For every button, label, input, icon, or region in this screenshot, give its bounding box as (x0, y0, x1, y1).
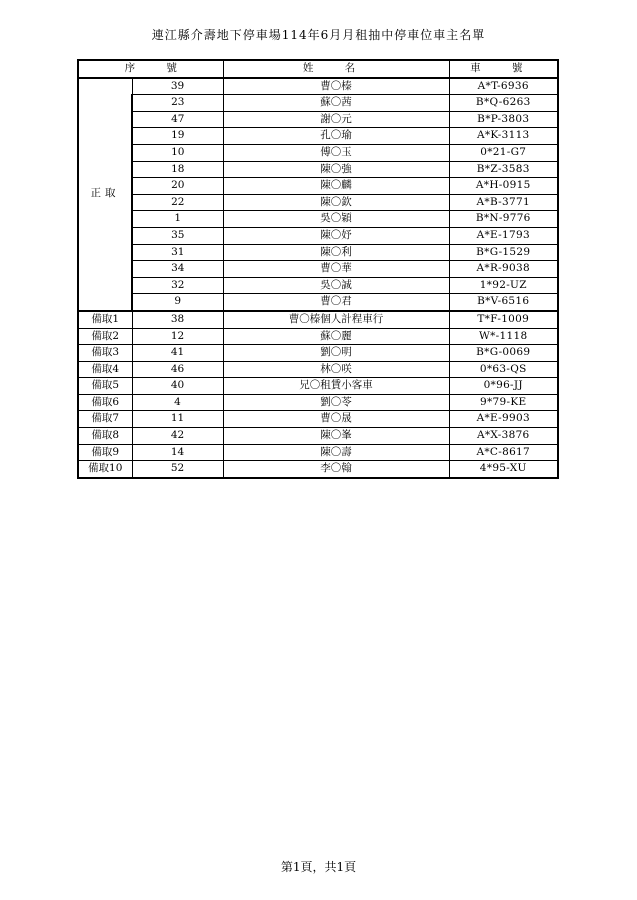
name-cell: 孔〇瑜 (223, 128, 449, 145)
seq-cell: 19 (132, 128, 223, 145)
reserve-label-cell: 備取4 (78, 361, 132, 378)
seq-cell: 52 (132, 461, 223, 478)
name-cell: 蘇〇茜 (223, 95, 449, 112)
table-header-row (78, 60, 558, 78)
reserve-label-cell: 備取5 (78, 378, 132, 395)
table-row (78, 194, 558, 211)
table-row (78, 211, 558, 228)
name-cell: 蘇〇麗 (223, 328, 449, 345)
plate-cell: 0*63-QS (449, 361, 558, 378)
seq-cell: 34 (132, 261, 223, 278)
table-row (78, 428, 558, 445)
name-cell: 吳〇穎 (223, 211, 449, 228)
document-title: 連江縣介壽地下停車場114年6月月租抽中停車位車主名單 (151, 28, 486, 42)
plate-cell: W*-1118 (449, 328, 558, 345)
plate-cell: A*H-0915 (449, 178, 558, 195)
seq-cell: 41 (132, 345, 223, 362)
name-cell: 李〇翰 (223, 461, 449, 478)
plate-cell: 0*21-G7 (449, 144, 558, 161)
header-seq: 序 號 (78, 60, 223, 78)
table-row (78, 461, 558, 478)
name-cell: 傅〇玉 (223, 144, 449, 161)
plate-cell: A*E-1793 (449, 227, 558, 244)
reserve-label-cell: 備取2 (78, 328, 132, 345)
plate-cell: A*C-8617 (449, 444, 558, 461)
plate-cell: 4*95-XU (449, 461, 558, 478)
table-row (78, 261, 558, 278)
name-cell: 陳〇欽 (223, 194, 449, 211)
table-row (78, 378, 558, 395)
plate-cell: A*E-9903 (449, 411, 558, 428)
seq-cell: 40 (132, 378, 223, 395)
plate-cell: B*G-1529 (449, 244, 558, 261)
table-row (78, 277, 558, 294)
name-cell: 陳〇妤 (223, 227, 449, 244)
table-row (78, 227, 558, 244)
reserve-label-cell: 備取10 (78, 461, 132, 478)
table-row (78, 128, 558, 145)
table-row (78, 394, 558, 411)
seq-cell: 4 (132, 394, 223, 411)
seq-cell: 9 (132, 294, 223, 311)
seq-cell: 42 (132, 428, 223, 445)
reserve-label-cell: 備取9 (78, 444, 132, 461)
seq-cell: 47 (132, 111, 223, 128)
table-row (78, 95, 558, 112)
seq-cell: 22 (132, 194, 223, 211)
name-cell: 陳〇強 (223, 161, 449, 178)
name-cell: 陳〇壽 (223, 444, 449, 461)
reserve-label-cell: 備取1 (78, 311, 132, 328)
page-footer: 第1頁，共1頁 (280, 860, 357, 874)
table-row (78, 161, 558, 178)
table-row (78, 444, 558, 461)
plate-cell: B*V-6516 (449, 294, 558, 311)
plate-cell: 9*79-KE (449, 394, 558, 411)
reserve-label-cell: 備取8 (78, 428, 132, 445)
reserve-label-cell: 備取7 (78, 411, 132, 428)
header-plate: 車 號 (449, 60, 558, 78)
table-row (78, 294, 558, 311)
plate-cell: A*K-3113 (449, 128, 558, 145)
plate-cell: B*Q-6263 (449, 95, 558, 112)
seq-cell: 46 (132, 361, 223, 378)
plate-cell: B*N-9776 (449, 211, 558, 228)
seq-cell: 11 (132, 411, 223, 428)
table-body (78, 78, 558, 478)
table-row (78, 411, 558, 428)
table-row (78, 244, 558, 261)
seq-cell: 23 (132, 95, 223, 112)
table-row (78, 311, 558, 328)
table-row (78, 111, 558, 128)
reserve-label-cell: 備取6 (78, 394, 132, 411)
plate-cell: A*X-3876 (449, 428, 558, 445)
name-cell: 曹〇晟 (223, 411, 449, 428)
name-cell: 兄〇租賃小客車 (223, 378, 449, 395)
admitted-group-label: 正取 (78, 78, 132, 311)
name-cell: 陳〇峯 (223, 428, 449, 445)
name-cell: 陳〇麟 (223, 178, 449, 195)
plate-cell: 0*96-JJ (449, 378, 558, 395)
name-cell: 劉〇明 (223, 345, 449, 362)
parking-winners-table (77, 59, 559, 479)
name-cell: 曹〇榛個人計程車行 (223, 311, 449, 328)
name-cell: 吳〇誠 (223, 277, 449, 294)
plate-cell: B*P-3803 (449, 111, 558, 128)
plate-cell: A*T-6936 (449, 78, 558, 95)
name-cell: 林〇咲 (223, 361, 449, 378)
table-row (78, 144, 558, 161)
seq-cell: 31 (132, 244, 223, 261)
seq-cell: 12 (132, 328, 223, 345)
plate-cell: B*Z-3583 (449, 161, 558, 178)
seq-cell: 1 (132, 211, 223, 228)
seq-cell: 39 (132, 78, 223, 95)
header-name: 姓 名 (223, 60, 449, 78)
table-row (78, 78, 558, 95)
table-row (78, 178, 558, 195)
table-row (78, 345, 558, 362)
seq-cell: 20 (132, 178, 223, 195)
table-row (78, 361, 558, 378)
plate-cell: B*G-0069 (449, 345, 558, 362)
seq-cell: 32 (132, 277, 223, 294)
plate-cell: A*R-9038 (449, 261, 558, 278)
seq-cell: 38 (132, 311, 223, 328)
name-cell: 曹〇華 (223, 261, 449, 278)
name-cell: 謝〇元 (223, 111, 449, 128)
seq-cell: 14 (132, 444, 223, 461)
reserve-label-cell: 備取3 (78, 345, 132, 362)
plate-cell: T*F-1009 (449, 311, 558, 328)
name-cell: 劉〇苓 (223, 394, 449, 411)
seq-cell: 35 (132, 227, 223, 244)
seq-cell: 18 (132, 161, 223, 178)
plate-cell: 1*92-UZ (449, 277, 558, 294)
seq-cell: 10 (132, 144, 223, 161)
table-row (78, 328, 558, 345)
name-cell: 陳〇利 (223, 244, 449, 261)
name-cell: 曹〇榛 (223, 78, 449, 95)
name-cell: 曹〇君 (223, 294, 449, 311)
plate-cell: A*B-3771 (449, 194, 558, 211)
